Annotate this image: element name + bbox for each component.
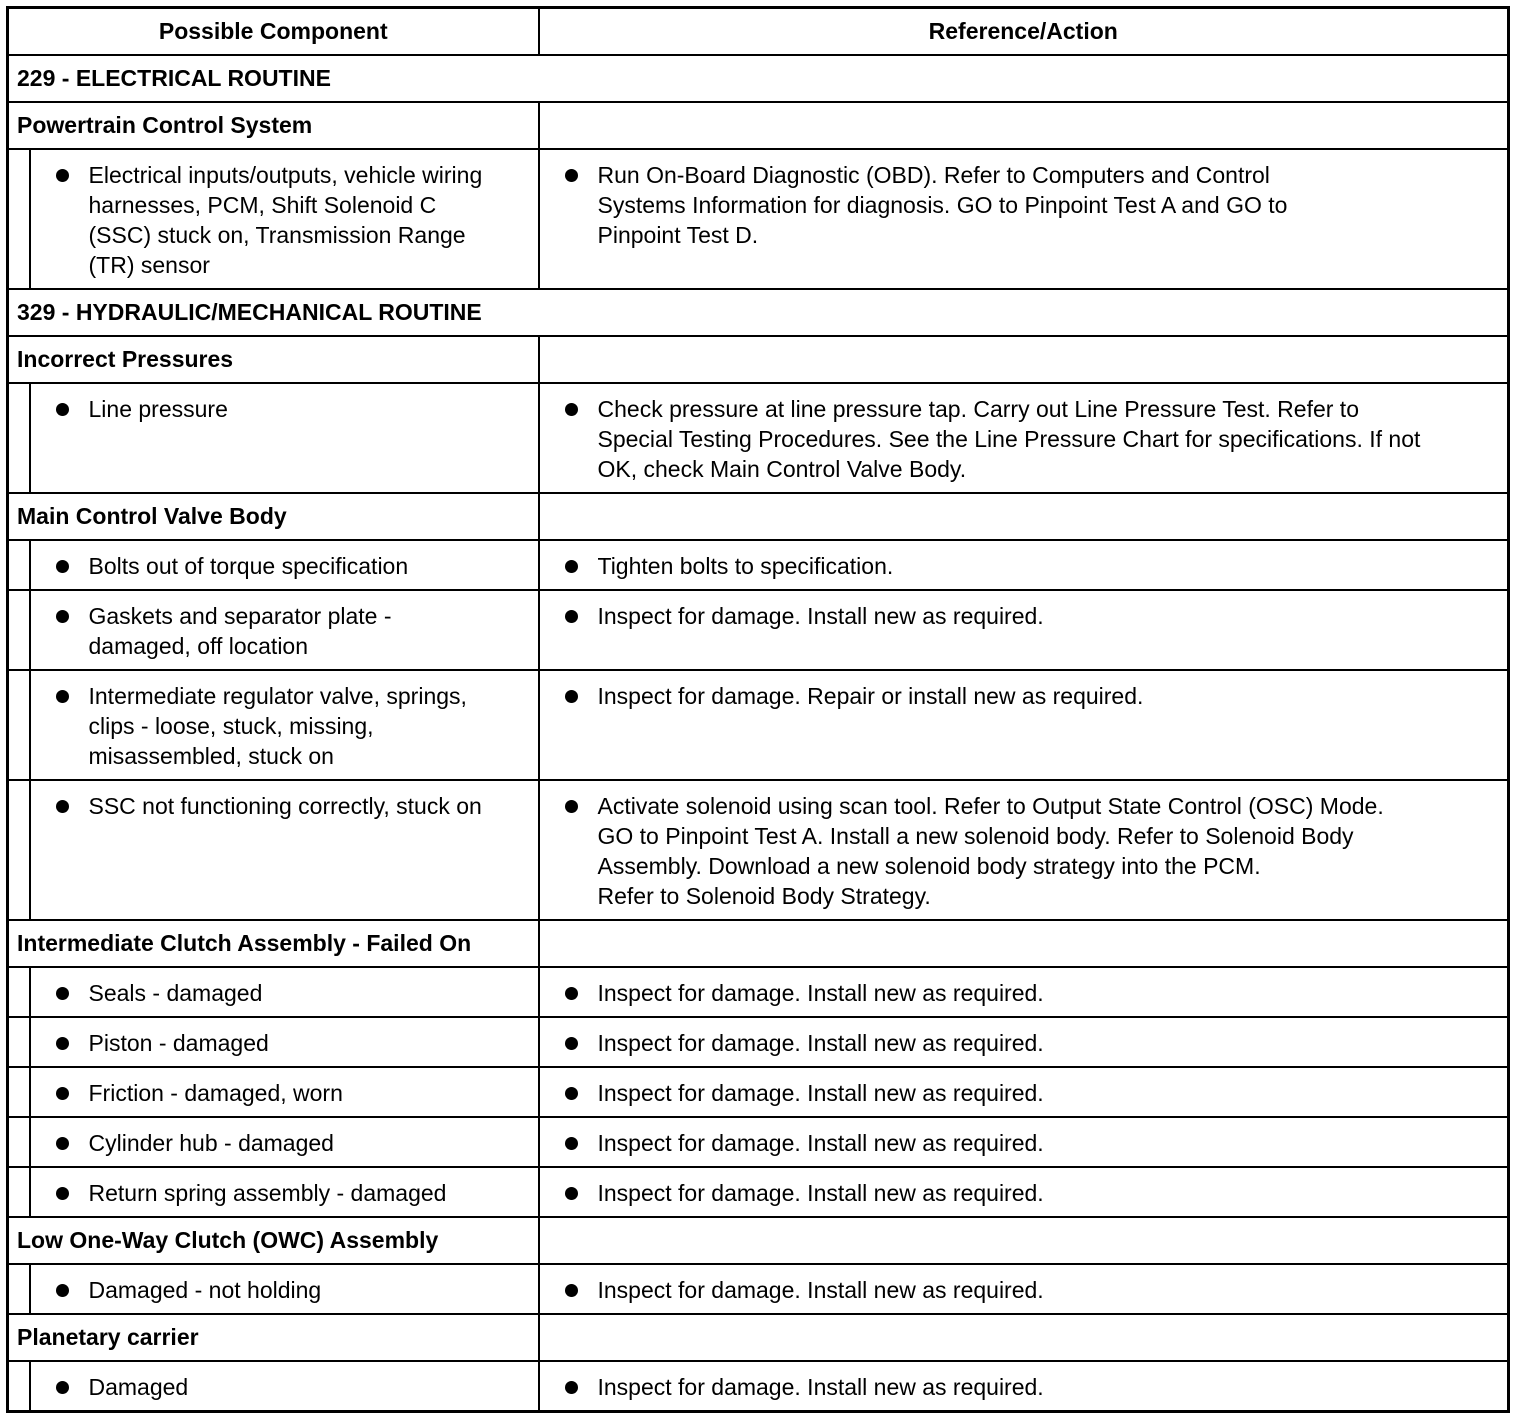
action-cell — [539, 590, 1509, 670]
bullet-icon — [56, 987, 69, 1000]
component-cell — [30, 1117, 539, 1167]
table-row — [8, 1361, 1509, 1412]
indent-cell — [8, 1361, 30, 1412]
action-cell — [539, 1264, 1509, 1314]
component-cell — [30, 383, 539, 493]
section-title: 229 - ELECTRICAL ROUTINE — [8, 55, 1509, 102]
header-possible-component: Possible Component — [8, 8, 539, 56]
action-text: Run On-Board Diagnostic (OBD). Refer to Computers and Control Systems Information for diagnosis. GO to Pinpoint Test A and GO to Pinpoint Test D. — [597, 162, 1288, 248]
section-row — [8, 289, 1509, 336]
component-text: Electrical inputs/outputs, vehicle wiring harnesses, PCM, Shift Solenoid C (SSC) stuck on, Transmission Range (TR) sensor — [88, 162, 483, 278]
group-row — [8, 336, 1509, 383]
section-row — [8, 55, 1509, 102]
action-cell — [539, 780, 1509, 920]
component-text: Return spring assembly - damaged — [88, 1180, 447, 1206]
indent-cell — [8, 383, 30, 493]
bullet-icon — [56, 800, 69, 813]
table-row — [8, 590, 1509, 670]
table-row — [8, 1117, 1509, 1167]
indent-cell — [8, 670, 30, 780]
component-cell — [30, 1067, 539, 1117]
group-title: Planetary carrier — [8, 1314, 539, 1361]
group-action-empty — [539, 1314, 1509, 1361]
bullet-icon — [565, 1284, 578, 1297]
bullet-icon — [565, 1381, 578, 1394]
bullet-icon — [565, 560, 578, 573]
component-text: Damaged — [88, 1374, 189, 1400]
action-text: Inspect for damage. Install new as required. — [597, 1180, 1044, 1206]
group-action-empty — [539, 493, 1509, 540]
indent-cell — [8, 590, 30, 670]
table-row — [8, 383, 1509, 493]
indent-cell — [8, 1264, 30, 1314]
component-text: Bolts out of torque specification — [88, 553, 409, 579]
bullet-icon — [56, 403, 69, 416]
indent-cell — [8, 540, 30, 590]
component-cell — [30, 967, 539, 1017]
action-cell — [539, 383, 1509, 493]
table-row — [8, 1067, 1509, 1117]
group-action-empty — [539, 920, 1509, 967]
component-text: Intermediate regulator valve, springs, clips - loose, stuck, missing, misassembled, stuck on — [88, 683, 467, 769]
component-cell — [30, 1167, 539, 1217]
component-text: Friction - damaged, worn — [88, 1080, 343, 1106]
indent-cell — [8, 1067, 30, 1117]
action-text: Tighten bolts to specification. — [597, 553, 894, 579]
group-row — [8, 102, 1509, 149]
group-title: Main Control Valve Body — [8, 493, 539, 540]
group-title: Incorrect Pressures — [8, 336, 539, 383]
action-cell — [539, 1017, 1509, 1067]
indent-cell — [8, 1017, 30, 1067]
table-row — [8, 1167, 1509, 1217]
bullet-icon — [565, 1187, 578, 1200]
header-reference-action: Reference/Action — [539, 8, 1509, 56]
component-text: Seals - damaged — [88, 980, 263, 1006]
action-cell — [539, 967, 1509, 1017]
action-cell — [539, 1361, 1509, 1412]
action-cell — [539, 1067, 1509, 1117]
table-row — [8, 1017, 1509, 1067]
component-text: Piston - damaged — [88, 1030, 269, 1056]
component-cell — [30, 590, 539, 670]
table-row — [8, 967, 1509, 1017]
bullet-icon — [56, 690, 69, 703]
diagnosis-table — [6, 6, 1510, 1413]
action-text: Inspect for damage. Install new as required. — [597, 1080, 1044, 1106]
group-title: Intermediate Clutch Assembly - Failed On — [8, 920, 539, 967]
header-row — [8, 8, 1509, 56]
indent-cell — [8, 1117, 30, 1167]
bullet-icon — [56, 169, 69, 182]
table-row — [8, 540, 1509, 590]
group-action-empty — [539, 102, 1509, 149]
action-text: Inspect for damage. Install new as required. — [597, 603, 1044, 629]
bullet-icon — [56, 1381, 69, 1394]
component-cell — [30, 780, 539, 920]
action-cell — [539, 670, 1509, 780]
group-action-empty — [539, 1217, 1509, 1264]
action-cell — [539, 149, 1509, 289]
action-text: Activate solenoid using scan tool. Refer to Output State Control (OSC) Mode. GO to Pinpoint Test A. Install a new solenoid body. Refer to Solenoid Body Assembly. Download a new solenoid body strategy into the PCM. Refer to Solenoid Body Strategy. — [597, 793, 1384, 909]
bullet-icon — [565, 800, 578, 813]
group-action-empty — [539, 336, 1509, 383]
action-cell — [539, 1117, 1509, 1167]
action-text: Inspect for damage. Install new as required. — [597, 1277, 1044, 1303]
table-row — [8, 1264, 1509, 1314]
bullet-icon — [565, 1037, 578, 1050]
component-cell — [30, 149, 539, 289]
group-title: Powertrain Control System — [8, 102, 539, 149]
table-row — [8, 670, 1509, 780]
bullet-icon — [56, 610, 69, 623]
bullet-icon — [56, 1187, 69, 1200]
bullet-icon — [56, 1037, 69, 1050]
component-text: Cylinder hub - damaged — [88, 1130, 334, 1156]
indent-cell — [8, 967, 30, 1017]
action-text: Inspect for damage. Install new as required. — [597, 980, 1044, 1006]
action-text: Inspect for damage. Install new as required. — [597, 1374, 1044, 1400]
action-text: Inspect for damage. Install new as required. — [597, 1130, 1044, 1156]
bullet-icon — [565, 1137, 578, 1150]
table-row — [8, 780, 1509, 920]
action-cell — [539, 540, 1509, 590]
action-text: Inspect for damage. Install new as required. — [597, 1030, 1044, 1056]
component-text: SSC not functioning correctly, stuck on — [88, 793, 482, 819]
bullet-icon — [56, 1137, 69, 1150]
bullet-icon — [565, 610, 578, 623]
component-cell — [30, 540, 539, 590]
component-cell — [30, 1361, 539, 1412]
indent-cell — [8, 780, 30, 920]
section-title: 329 - HYDRAULIC/MECHANICAL ROUTINE — [8, 289, 1509, 336]
indent-cell — [8, 1167, 30, 1217]
component-cell — [30, 1017, 539, 1067]
group-row — [8, 920, 1509, 967]
bullet-icon — [565, 1087, 578, 1100]
component-text: Damaged - not holding — [88, 1277, 322, 1303]
bullet-icon — [56, 1087, 69, 1100]
bullet-icon — [565, 987, 578, 1000]
bullet-icon — [565, 690, 578, 703]
indent-cell — [8, 149, 30, 289]
group-row — [8, 1217, 1509, 1264]
table-row — [8, 149, 1509, 289]
bullet-icon — [56, 1284, 69, 1297]
bullet-icon — [565, 403, 578, 416]
bullet-icon — [565, 169, 578, 182]
component-cell — [30, 1264, 539, 1314]
group-row — [8, 493, 1509, 540]
action-text: Inspect for damage. Repair or install new as required. — [597, 683, 1144, 709]
bullet-icon — [56, 560, 69, 573]
component-cell — [30, 670, 539, 780]
component-text: Line pressure — [88, 396, 228, 422]
action-text: Check pressure at line pressure tap. Carry out Line Pressure Test. Refer to Special Testing Procedures. See the Line Pressure Chart for specifications. If not OK, check Main Control Valve Body. — [597, 396, 1421, 482]
component-text: Gaskets and separator plate - damaged, off location — [88, 603, 392, 659]
group-title: Low One-Way Clutch (OWC) Assembly — [8, 1217, 539, 1264]
action-cell — [539, 1167, 1509, 1217]
group-row — [8, 1314, 1509, 1361]
